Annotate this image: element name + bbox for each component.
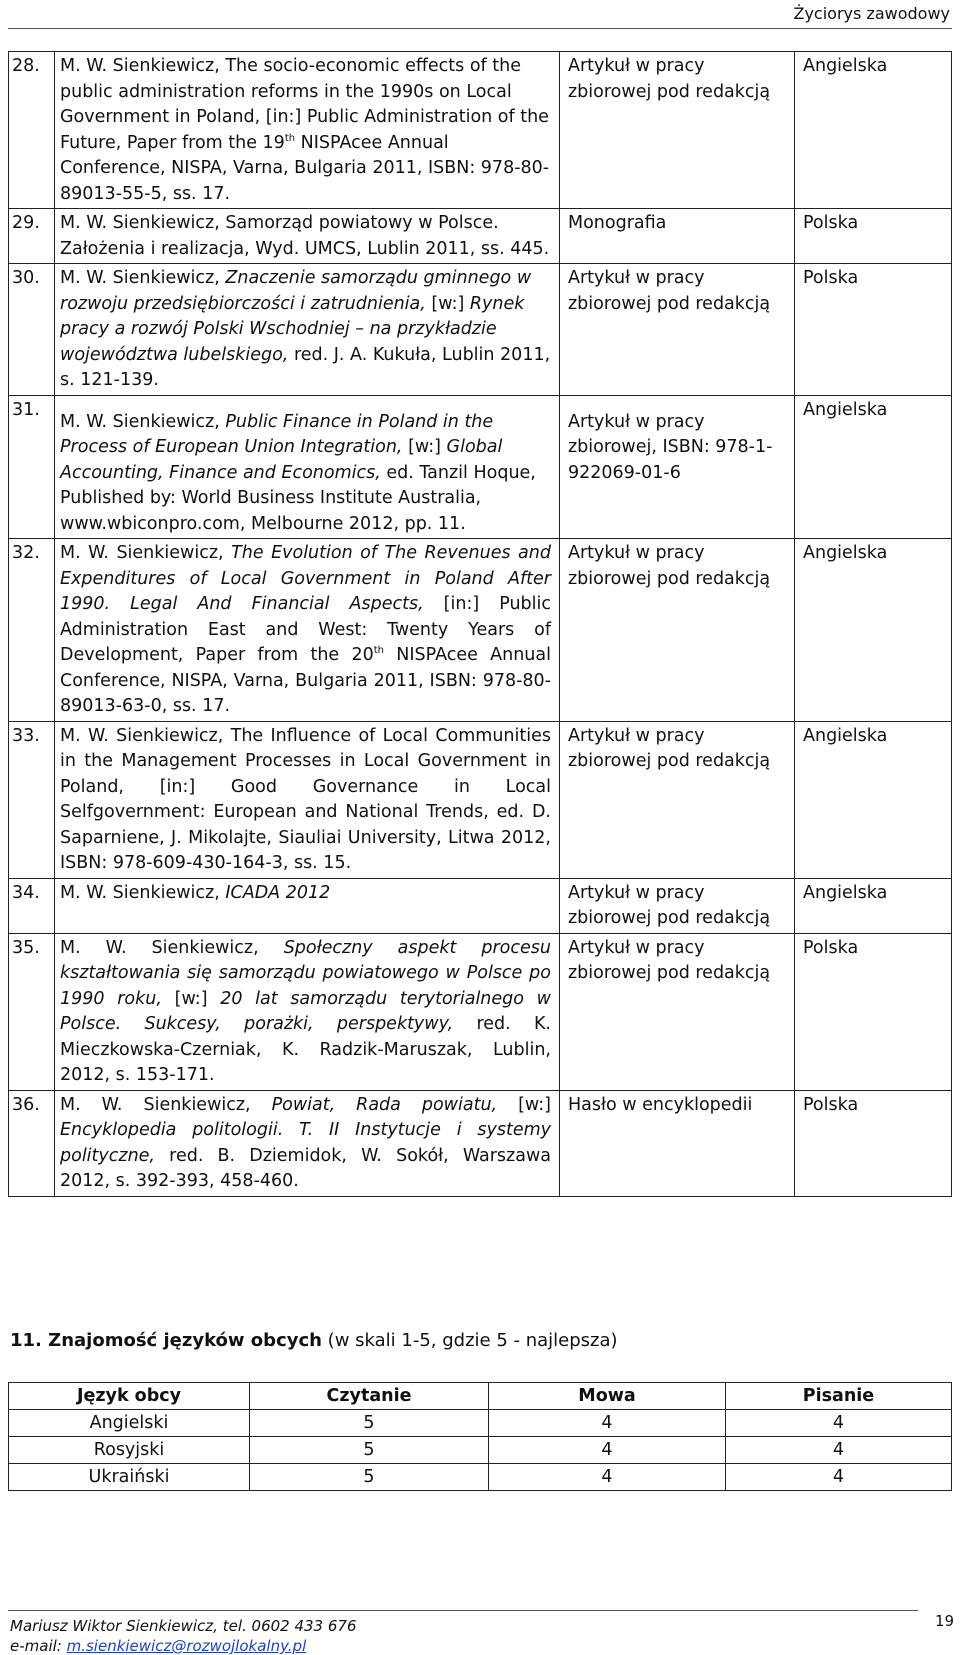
publication-number: 29. <box>9 209 55 264</box>
superscript-ordinal: th <box>284 132 296 144</box>
description-segment: [w:] <box>402 437 447 457</box>
publication-description <box>55 264 560 396</box>
description-segment: [w:] <box>425 293 470 314</box>
publication-type: Artykuł w pracy zbiorowej pod redakcją <box>560 721 795 878</box>
language-name: Angielski <box>9 1410 250 1437</box>
description-segment: M. W. Sienkiewicz, <box>60 268 226 288</box>
description-segment: ed. Tanzil Hoque, Published by: World Business Institute Australia, www.wbiconpro.com, Melbourne 2012, pp. 11. <box>60 462 536 534</box>
publication-description <box>55 539 560 722</box>
footer-email-label: e-mail: <box>10 1637 67 1655</box>
description-segment: [w:] <box>161 988 221 1009</box>
publication-language: Angielska <box>795 721 952 878</box>
language-row <box>9 1410 952 1437</box>
description-segment: [in:] Good Governance in Local Selfgovernment: European and National Trends, ed. D. Saparniene, J. Mikolajte, Siauliai University, Litwa 2012, ISBN: 978-609-430-164-3, ss. 15. <box>60 776 551 873</box>
publication-row <box>9 52 952 209</box>
speaking-score: 4 <box>489 1410 726 1437</box>
publication-type: Artykuł w pracy zbiorowej pod redakcją <box>560 933 795 1090</box>
publication-description <box>55 395 560 539</box>
publication-description <box>55 52 560 209</box>
publication-language: Polska <box>795 209 952 264</box>
publication-language: Angielska <box>795 52 952 209</box>
col-header-language: Język obcy <box>9 1383 250 1410</box>
footer-author: Mariusz Wiktor Sienkiewicz, tel. 0602 433 676 <box>10 1617 357 1635</box>
language-name: Ukraiński <box>9 1464 250 1491</box>
publication-type: Artykuł w pracy zbiorowej pod redakcją <box>560 52 795 209</box>
col-header-reading: Czytanie <box>250 1383 489 1410</box>
publication-language: Polska <box>795 1090 952 1196</box>
header-divider <box>8 28 952 29</box>
publication-description <box>55 209 560 264</box>
description-segment: Encyklopedia politologii. T. II Instytucje i systemy polityczne, <box>60 1120 551 1166</box>
publication-number: 35. <box>9 933 55 1090</box>
col-header-writing: Pisanie <box>726 1383 952 1410</box>
publication-row <box>9 1090 952 1196</box>
publication-row <box>9 264 952 396</box>
description-segment: M. W. Sienkiewicz, <box>60 937 284 958</box>
language-row <box>9 1464 952 1491</box>
publication-row <box>9 721 952 878</box>
speaking-score: 4 <box>489 1437 726 1464</box>
page-number: 19 <box>935 1612 955 1630</box>
description-segment: M. W. Sienkiewicz, <box>60 882 226 903</box>
languages-header-row <box>9 1383 952 1410</box>
description-segment: M. W. Sienkiewicz, Samorząd powiatowy w Polsce. Założenia i realizacja, Wyd. UMCS, Lublin 2011, ss. 445. <box>60 213 550 259</box>
publication-type: Monografia <box>560 209 795 264</box>
description-segment: The Evolution of The Revenues and Expenditures of Local Government in Poland After 1990. Legal And Financial Aspects, <box>60 543 551 614</box>
description-segment: ICADA 2012 <box>225 882 331 903</box>
footer-divider <box>8 1610 918 1611</box>
superscript-ordinal: th <box>373 645 384 657</box>
publication-row <box>9 395 952 539</box>
languages-table <box>8 1382 952 1491</box>
publication-description <box>55 721 560 878</box>
publication-number: 28. <box>9 52 55 209</box>
publication-language: Angielska <box>795 539 952 722</box>
reading-score: 5 <box>250 1464 489 1491</box>
description-segment: M. W. Sienkiewicz, <box>60 725 231 746</box>
publication-language: Polska <box>795 264 952 396</box>
col-header-speaking: Mowa <box>489 1383 726 1410</box>
speaking-score: 4 <box>489 1464 726 1491</box>
publication-language: Polska <box>795 933 952 1090</box>
publication-type: Hasło w encyklopedii <box>560 1090 795 1196</box>
publication-number: 34. <box>9 878 55 933</box>
reading-score: 5 <box>250 1437 489 1464</box>
writing-score: 4 <box>726 1464 952 1491</box>
publication-description <box>55 1090 560 1196</box>
publication-number: 36. <box>9 1090 55 1196</box>
publication-number: 33. <box>9 721 55 878</box>
description-segment: 20 lat samorządu terytorialnego w Polsce. Sukcesy, porażki, perspektywy, <box>60 988 551 1034</box>
section-title: Życiorys zawodowy <box>793 4 950 23</box>
description-segment: Społeczny aspekt procesu kształtowania się samorządu powiatowego w Polsce po 1990 roku, <box>60 937 551 1009</box>
description-segment: [w:] <box>497 1094 551 1115</box>
languages-heading-scale: (w skali 1-5, gdzie 5 - najlepsza) <box>321 1330 618 1351</box>
publication-row <box>9 539 952 722</box>
description-segment: M. W. Sienkiewicz, <box>60 1094 272 1115</box>
description-segment: Public Finance in Poland in the Process of European Union Integration, <box>60 411 494 457</box>
publication-type: Artykuł w pracy zbiorowej, ISBN: 978-1-922069-01-6 <box>560 395 795 539</box>
publication-type: Artykuł w pracy zbiorowej pod redakcją <box>560 878 795 933</box>
reading-score: 5 <box>250 1410 489 1437</box>
publications-table <box>8 51 952 1197</box>
description-segment: M. W. Sienkiewicz, <box>60 411 226 432</box>
footer-email-line <box>10 1637 306 1655</box>
description-segment: NISPAcee Annual Conference, NISPA, Varna, Bulgaria 2011, ISBN: 978-80-89013-55-5, ss. 17. <box>60 132 550 204</box>
description-segment: [in:] Public Administration East and West: Twenty Years of Development, Paper from the 20 <box>60 594 551 665</box>
publication-row <box>9 878 952 933</box>
description-segment: red. J. A. Kukuła, Lublin 2011, s. 121-139. <box>60 344 551 390</box>
email-link[interactable]: m.sienkiewicz@rozwojlokalny.pl <box>66 1637 307 1655</box>
languages-heading <box>10 1330 618 1351</box>
description-segment: Powiat, Rada powiatu, <box>271 1094 498 1115</box>
description-segment: The Influence of Local Communities in the Management Processes in Local Government in Poland, <box>60 725 551 797</box>
description-segment: M. W. Sienkiewicz, The socio-economic effects of the public administration reforms in the 1990s on Local Government in Poland, [in:] Public Administration of the Future, Paper from the 19 <box>60 56 549 153</box>
publication-number: 31. <box>9 395 55 539</box>
publication-description <box>55 878 560 933</box>
publication-row <box>9 209 952 264</box>
description-segment: NISPAcee Annual Conference, NISPA, Varna, Bulgaria 2011, ISBN: 978-80-89013-63-0, ss. 17. <box>60 645 551 716</box>
writing-score: 4 <box>726 1437 952 1464</box>
description-segment: red. B. Dziemidok, W. Sokół, Warszawa 2012, s. 392-393, 458-460. <box>60 1145 551 1191</box>
publication-number: 30. <box>9 264 55 396</box>
publication-type: Artykuł w pracy zbiorowej pod redakcją <box>560 264 795 396</box>
writing-score: 4 <box>726 1410 952 1437</box>
languages-heading-bold: 11. Znajomość języków obcych <box>10 1330 322 1351</box>
publications-body <box>9 52 952 1197</box>
description-segment: M. W. Sienkiewicz, <box>60 543 232 563</box>
publication-number: 32. <box>9 539 55 722</box>
publication-type: Artykuł w pracy zbiorowej pod redakcją <box>560 539 795 722</box>
description-segment: Global Accounting, Finance and Economics, <box>60 437 503 483</box>
languages-body <box>9 1410 952 1491</box>
description-segment: red. K. Mieczkowska-Czerniak, K. Radzik-Maruszak, Lublin, 2012, s. 153-171. <box>60 1014 551 1085</box>
publication-language: Angielska <box>795 878 952 933</box>
publication-row <box>9 933 952 1090</box>
description-segment: Znaczenie samorządu gminnego w rozwoju przedsiębiorczości i zatrudnienia, <box>60 268 532 314</box>
publication-language: Angielska <box>795 395 952 539</box>
publication-description <box>55 933 560 1090</box>
language-row <box>9 1437 952 1464</box>
language-name: Rosyjski <box>9 1437 250 1464</box>
description-segment: Rynek pracy a rozwój Polski Wschodniej – na przykładzie województwa lubelskiego, <box>60 293 525 365</box>
